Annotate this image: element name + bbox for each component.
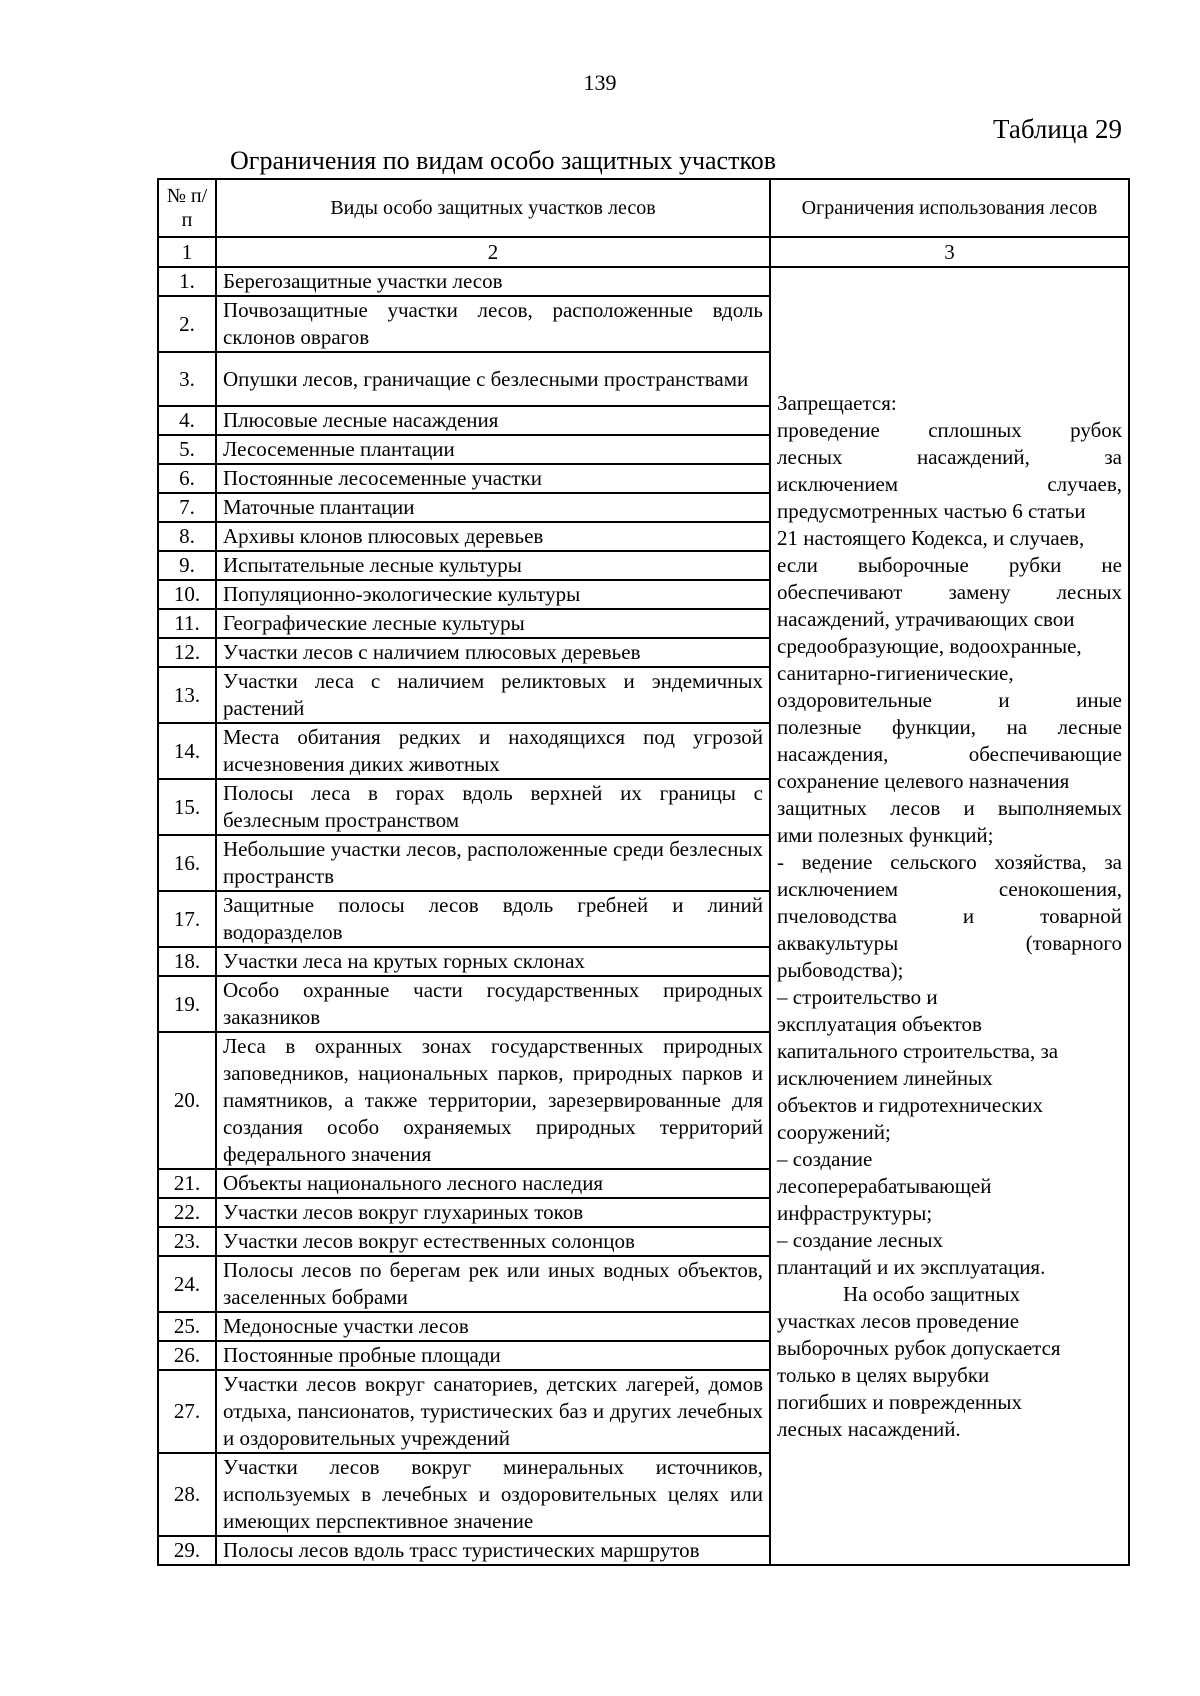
row-description: Участки лесов вокруг минеральных источников, используемых в лечебных и оздоровительных целях или имеющих перспективное значение — [216, 1453, 770, 1536]
restriction-line: санитарно-гигиенические, — [777, 660, 1014, 685]
restriction-line: сохранение целевого назначения — [777, 768, 1070, 793]
restriction-line: объектов и гидротехнических — [777, 1092, 1043, 1117]
row-number: 10. — [158, 580, 216, 609]
row-number: 11. — [158, 609, 216, 638]
restriction-line: предусмотренных частью 6 статьи — [777, 498, 1086, 523]
restriction-line: – строительство и — [777, 984, 938, 1009]
table-label: Таблица 29 — [993, 114, 1122, 144]
row-number: 6. — [158, 464, 216, 493]
row-number: 18. — [158, 947, 216, 976]
row-description: Почвозащитные участки лесов, расположенные вдоль склонов оврагов — [216, 296, 770, 352]
row-description: Места обитания редких и находящихся под угрозой исчезновения диких животных — [216, 723, 770, 779]
restriction-line: исключением случаев, — [777, 471, 1122, 496]
row-description: Постоянные лесосеменные участки — [216, 464, 770, 493]
row-description: Объекты национального лесного наследия — [216, 1169, 770, 1198]
column-number: 1 — [158, 237, 216, 267]
restriction-line: – создание — [777, 1146, 873, 1171]
restriction-line: капитального строительства, за — [777, 1038, 1059, 1063]
row-number: 4. — [158, 406, 216, 435]
column-number: 3 — [770, 237, 1129, 267]
restriction-line: рыбоводства); — [777, 957, 904, 982]
row-number: 15. — [158, 779, 216, 835]
row-number: 1. — [158, 267, 216, 296]
row-description: Леса в охранных зонах государственных природных заповедников, национальных парков, природных парков и памятников, а также территории, зарезервированные для создания особо охраняемых природных территорий федерального значения — [216, 1032, 770, 1169]
restriction-line: защитных лесов и выполняемых — [777, 795, 1122, 820]
restriction-line: участках лесов проведение — [777, 1308, 1020, 1333]
row-number: 14. — [158, 723, 216, 779]
restrictions-cell — [770, 267, 1129, 1565]
row-description: Медоносные участки лесов — [216, 1312, 770, 1341]
row-description: Участки леса с наличием реликтовых и эндемичных растений — [216, 667, 770, 723]
row-number: 29. — [158, 1536, 216, 1565]
row-number: 26. — [158, 1341, 216, 1370]
restriction-line: погибших и поврежденных — [777, 1389, 1022, 1414]
row-number: 20. — [158, 1032, 216, 1169]
restriction-line: Запрещается: — [777, 390, 897, 415]
restriction-line: обеспечивают замену лесных — [777, 579, 1122, 604]
row-number: 8. — [158, 522, 216, 551]
restriction-line: лесных насаждений. — [777, 1416, 961, 1441]
restriction-line: если выборочные рубки не — [777, 552, 1122, 577]
restriction-line: насаждения, обеспечивающие — [777, 741, 1122, 766]
restriction-line: инфраструктуры; — [777, 1200, 933, 1225]
row-description: Популяционно-экологические культуры — [216, 580, 770, 609]
row-description: Участки лесов вокруг естественных солонцов — [216, 1227, 770, 1256]
row-description: Опушки лесов, граничащие с безлесными пространствами — [216, 352, 770, 406]
restriction-line: проведение сплошных рубок — [777, 417, 1122, 442]
row-description: Полосы лесов по берегам рек или иных водных объектов, заселенных бобрами — [216, 1256, 770, 1312]
row-number: 24. — [158, 1256, 216, 1312]
column-number-row — [158, 237, 1129, 267]
header-col-restrictions: Ограничения использования лесов — [770, 179, 1129, 237]
restriction-line: исключением сенокошения, — [777, 876, 1122, 901]
restriction-line: лесных насаждений, за — [777, 444, 1122, 469]
row-description: Участки лесов вокруг санаториев, детских лагерей, домов отдыха, пансионатов, туристических баз и других лечебных и оздоровительных учреждений — [216, 1370, 770, 1453]
row-description: Защитные полосы лесов вдоль гребней и линий водоразделов — [216, 891, 770, 947]
row-description: Полосы лесов вдоль трасс туристических маршрутов — [216, 1536, 770, 1565]
row-description: Участки леса на крутых горных склонах — [216, 947, 770, 976]
restriction-line: лесоперерабатывающей — [777, 1173, 992, 1198]
row-description: Участки лесов вокруг глухариных токов — [216, 1198, 770, 1227]
row-description: Испытательные лесные культуры — [216, 551, 770, 580]
row-number: 22. — [158, 1198, 216, 1227]
restriction-line: средообразующие, водоохранные, — [777, 633, 1082, 658]
row-number: 2. — [158, 296, 216, 352]
page-number: 139 — [583, 70, 617, 95]
row-description: Небольшие участки лесов, расположенные среди безлесных пространств — [216, 835, 770, 891]
restriction-line: эксплуатация объектов — [777, 1011, 982, 1036]
row-number: 23. — [158, 1227, 216, 1256]
restriction-line: - ведение сельского хозяйства, за — [777, 849, 1122, 874]
row-number: 21. — [158, 1169, 216, 1198]
row-number: 27. — [158, 1370, 216, 1453]
restriction-line: полезные функции, на лесные — [777, 714, 1122, 739]
restriction-line: ими полезных функций; — [777, 822, 994, 847]
column-number: 2 — [216, 237, 770, 267]
restriction-line: исключением линейных — [777, 1065, 993, 1090]
header-col-kinds: Виды особо защитных участков лесов — [216, 179, 770, 237]
row-description: Особо охранные части государственных природных заказников — [216, 976, 770, 1032]
row-description: Полосы леса в горах вдоль верхней их границы с безлесным пространством — [216, 779, 770, 835]
restriction-line: 21 настоящего Кодекса, и случаев, — [777, 525, 1085, 550]
row-description: Лесосеменные плантации — [216, 435, 770, 464]
row-number: 16. — [158, 835, 216, 891]
row-number: 7. — [158, 493, 216, 522]
row-number: 13. — [158, 667, 216, 723]
row-description: Маточные плантации — [216, 493, 770, 522]
restriction-line: аквакультуры (товарного — [777, 930, 1122, 955]
row-description: Архивы клонов плюсовых деревьев — [216, 522, 770, 551]
row-number: 17. — [158, 891, 216, 947]
restriction-line: оздоровительные и иные — [777, 687, 1122, 712]
restriction-line: сооружений; — [777, 1119, 891, 1144]
row-number: 5. — [158, 435, 216, 464]
restriction-line: только в целях вырубки — [777, 1362, 990, 1387]
restriction-line: На особо защитных — [843, 1281, 1021, 1306]
row-description: Географические лесные культуры — [216, 609, 770, 638]
restriction-line: – создание лесных — [777, 1227, 944, 1252]
restriction-line: выборочных рубок допускается — [777, 1335, 1061, 1360]
table-header-row — [158, 179, 1129, 237]
page-title: Ограничения по видам особо защитных участков — [230, 146, 777, 175]
row-description: Постоянные пробные площади — [216, 1341, 770, 1370]
row-number: 19. — [158, 976, 216, 1032]
restriction-line: плантаций и их эксплуатация. — [777, 1254, 1046, 1279]
row-description: Плюсовые лесные насаждения — [216, 406, 770, 435]
restrictions-table — [157, 178, 1130, 1566]
row-number: 12. — [158, 638, 216, 667]
header-col-number: № п/п — [158, 179, 216, 237]
restriction-line: насаждений, утрачивающих свои — [777, 606, 1075, 631]
row-description: Участки лесов с наличием плюсовых деревьев — [216, 638, 770, 667]
row-number: 9. — [158, 551, 216, 580]
restriction-line: пчеловодства и товарной — [777, 903, 1122, 928]
row-number: 25. — [158, 1312, 216, 1341]
row-number: 28. — [158, 1453, 216, 1536]
row-number: 3. — [158, 352, 216, 406]
row-description: Берегозащитные участки лесов — [216, 267, 770, 296]
table-row — [158, 267, 1129, 296]
